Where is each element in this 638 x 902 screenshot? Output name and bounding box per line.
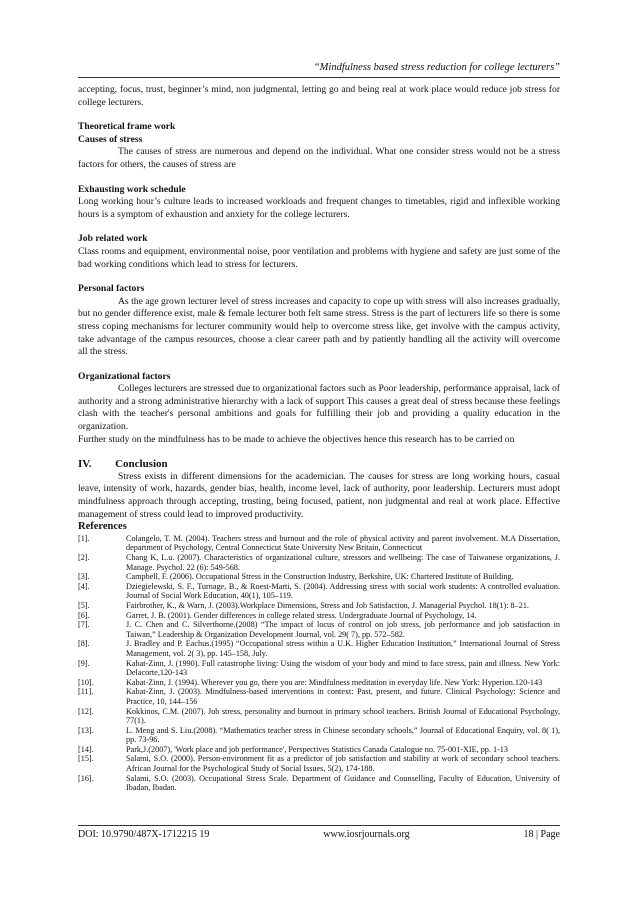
reference-text: Dziegielewski, S. F., Turnage, B., & Roest-Marti, S. (2004). Addressing stress with social work students: A controlled evaluation. Journal of Social Work Education, 40(1), 105–119. [126, 581, 560, 601]
footer-divider [78, 825, 560, 826]
reference-item [78, 572, 560, 582]
reference-item [78, 745, 560, 755]
footer-site-link[interactable]: www.iosrjournals.org [323, 829, 410, 840]
reference-number: [11]. [78, 687, 94, 697]
reference-number: [9]. [78, 658, 90, 668]
reference-text: L. Meng and S. Liu.(2008). “Mathematics teacher stress in Chinese secondary schools,” Journal of Educational Enquiry, vol. 8( 1), pp. 73-96. [126, 725, 560, 745]
causes-heading: Causes of stress [78, 133, 143, 145]
reference-item [78, 534, 560, 553]
reference-item [78, 726, 560, 745]
header-divider [78, 77, 560, 78]
reference-text: J. C. Chen and C. Silverthorne.(2008) “The impact of locus of control on job stress, job performance and job satisfaction in Taiwan,” Leadership & Organization Development Journal, vol. 29( 7), pp. 572–582. [126, 620, 560, 639]
body-content [78, 84, 560, 793]
reference-text: Kabat-Zinn, J. (1990). Full catastrophe living: Using the wisdom of your body and mind to face stress, pain and illness. New York: Delacorte,120-143 [126, 658, 560, 678]
reference-number: [6]. [78, 610, 90, 620]
reference-item [78, 601, 560, 611]
running-header: “Mindfulness based stress reduction for college lecturers” [313, 62, 560, 73]
reference-number: [2]. [78, 553, 90, 562]
reference-item [78, 553, 560, 572]
conclusion-title: Conclusion [115, 458, 168, 471]
reference-number: [14]. [78, 744, 94, 754]
reference-item [78, 754, 560, 773]
reference-item [78, 611, 560, 621]
reference-text: Chang K, L.u. (2007). Characteristics of organizational culture, stressors and wellbeing: The case of Taiwanese organizations, J. Manage. Psychol. 22 (6): 549-568. [126, 553, 560, 572]
references-heading: References [78, 521, 127, 533]
causes-paragraph: The causes of stress are numerous and depend on the individual. What one consider stress would not be a stress factors for others, the causes of stress are [78, 146, 560, 170]
organizational-heading: Organizational factors [78, 370, 171, 382]
reference-text: Garret, J. B. (2001). Gender differences in college related stress. Undergraduate Journal of Psychology, 14. [126, 610, 477, 620]
reference-text: Kokkinos, C.M. (2007). Job stress, personality and burnout in primary school teachers. British Journal of Educational Psychology, 77(1). [126, 706, 560, 726]
reference-text: Colangelo, T. M. (2004). Teachers stress and burnout and the role of physical activity and parent involvement. M.A Dissertation, department of Psychology, Central Connecticut State University New Britain, Connecticut [126, 533, 560, 553]
reference-text: J. Bradley and P. Eachus.(1995) “Occupational stress within a U.K. Higher Education Institution,” International Journal of Stress Management, vol. 2( 3), pp. 145–158, July. [126, 639, 560, 658]
conclusion-number: IV. [78, 458, 92, 471]
footer-doi: DOI: 10.9790/487X-1712215 19 [78, 829, 210, 840]
reference-number: [7]. [78, 620, 90, 630]
reference-number: [15]. [78, 754, 94, 764]
footer-page-number: 18 | Page [523, 829, 560, 840]
reference-text: Salami, S.O. (2000). Person-environment fit as a predictor of job satisfaction and stability at work of secondary school teachers. African Journal for the Psychological Study of Social Issues, 5(2), 174-188. [126, 754, 560, 774]
reference-item [78, 687, 560, 706]
intro-paragraph: accepting, focus, trust, beginner’s mind, non judgmental, letting go and being real at work place would reduce job stress for college lecturers. [78, 84, 560, 108]
reference-text: Park,J.(2007), 'Work place and job performance', Perspectives Statistics Canada Catalogue no. 75-001-XIE, pp. 1-13 [126, 744, 508, 754]
personal-heading: Personal factors [78, 283, 145, 295]
exhausting-paragraph: Long working hour’s culture leads to increased workloads and frequent changes to timetables, rigid and inflexible working hours is a symptom of exhaustion and anxiety for the college lecturers. [78, 196, 560, 220]
reference-text: Kabat-Zinn, J. (2003). Mindfulness-based interventions in context: Past, present, and future. Clinical Psychology: Science and Practice, 10, 144–156 [126, 687, 560, 706]
reference-item [78, 678, 560, 688]
reference-number: [16]. [78, 773, 94, 783]
reference-item [78, 639, 560, 658]
reference-number: [10]. [78, 677, 94, 687]
reference-text: Fairbrother, K., & Warn, J. (2003).Workplace Dimensions, Stress and Job Satisfaction, J. Managerial Psychol. 18(1): 8–21. [126, 600, 529, 610]
reference-number: [13]. [78, 725, 94, 735]
reference-item [78, 620, 560, 639]
reference-item [78, 774, 560, 793]
reference-number: [3]. [78, 572, 90, 582]
conclusion-heading [78, 458, 560, 471]
exhausting-heading: Exhausting work schedule [78, 183, 186, 195]
further-study-paragraph: Further study on the mindfulness has to be made to achieve the objectives hence this research has to be carried on [78, 433, 515, 445]
organizational-paragraph: Colleges lecturers are stressed due to organizational factors such as Poor leadership, performance appraisal, lack of authority and a strong administrative hierarchy with a lack of support This causes a great deal of stress because these feelings clash with the teacher's personal ambitions and goals for fulfilling their job and providing a quality education in the organization. [78, 383, 560, 433]
framework-heading: Theoretical frame work [78, 121, 176, 133]
reference-text: Kabat-Zinn, J. (1994). Wherever you go, there you are: Mindfulness meditation in everyday life. New York: Hyperion.120-143 [126, 677, 543, 687]
reference-text: Campbell, F. (2006). Occupational Stress in the Construction Industry, Berkshire, UK: Chartered Institute of Building. [126, 572, 514, 582]
personal-paragraph: As the age grown lecturer level of stress increases and capacity to cope up with stress will also increases gradually, but no gender difference exist, male & female lecturer both felt same stress. Stress is the part of lecturers life so there is some stress coping mechanisms for lecturer community would help to overcome stress like, get involve with the campus activity, take advantage of the campus resources, choose a clear career path and by patiently handling all the activity will overcome all the stress. [78, 295, 560, 358]
conclusion-paragraph: Stress exists in different dimensions for the academician. The causes for stress are long working hours, casual leave, intensity of work, hazards, gender bias, health, income level, lack of authority, poor leadership. Lecturers must adopt mindfulness approach through accepting, trusting, being focused, patient, non judgmental and real at work place. Effective management of stress could lead to improved productivity. [78, 470, 560, 520]
reference-number: [1]. [78, 533, 90, 543]
job-related-paragraph: Class rooms and equipment, environmental noise, poor ventilation and problems with hygiene and safety are just some of the bad working conditions which lead to stress for lecturers. [78, 245, 560, 270]
references-list [78, 534, 560, 793]
job-related-heading: Job related work [78, 233, 148, 245]
reference-text: Salami, S.O. (2003). Occupational Stress Scale. Department of Guidance and Counselling, Faculty of Education, University of Ibadan, Ibadan. [126, 773, 560, 793]
reference-item [78, 707, 560, 726]
reference-number: [8]. [78, 639, 90, 649]
page-footer [78, 829, 560, 840]
reference-number: [5]. [78, 600, 90, 610]
reference-number: [12]. [78, 706, 94, 716]
reference-item [78, 659, 560, 678]
reference-item [78, 582, 560, 601]
reference-number: [4]. [78, 581, 90, 591]
